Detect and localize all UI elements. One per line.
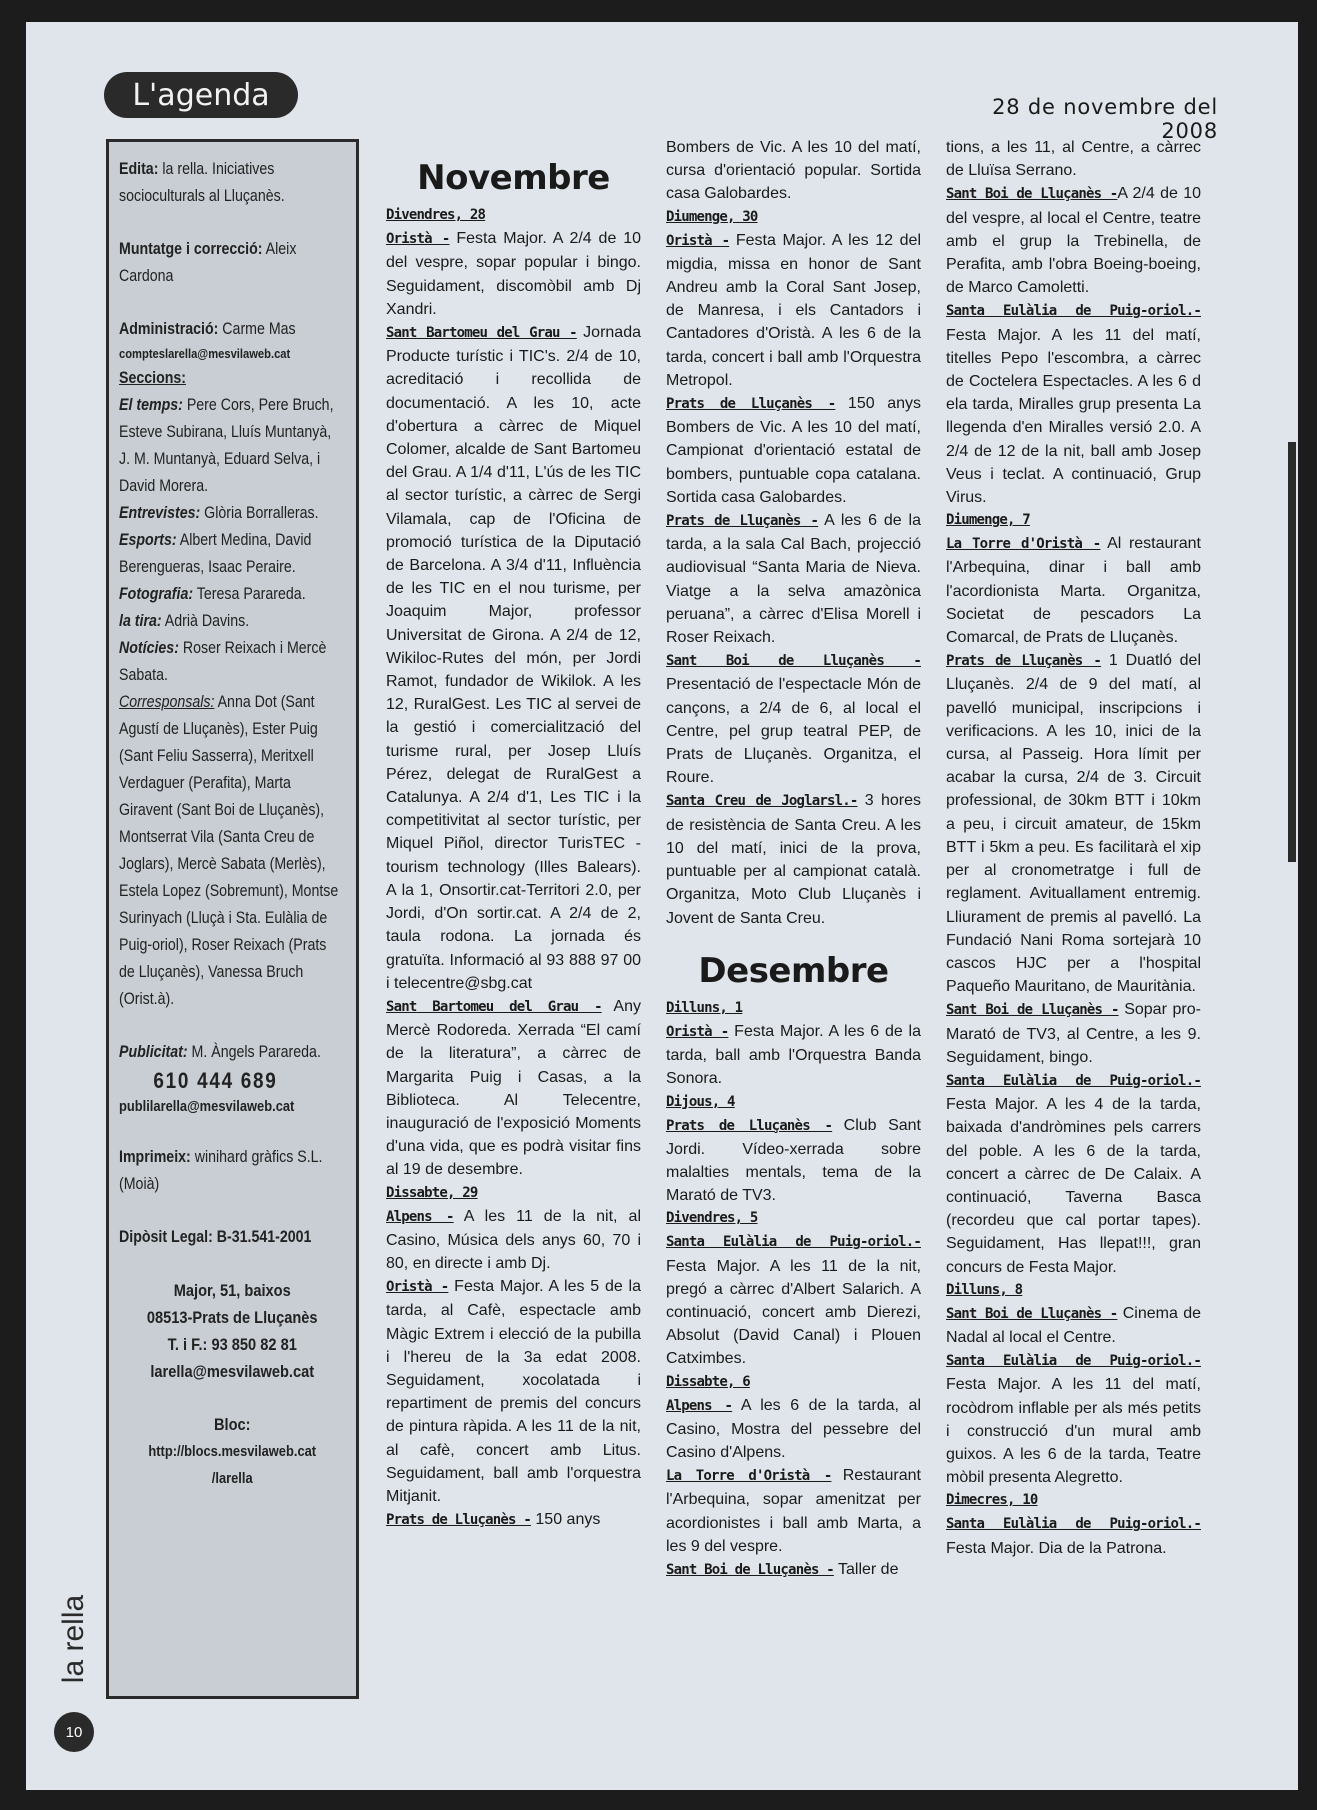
publicitat-phone: 610 444 689 [153,1068,278,1093]
event-entry: Alpens - A les 11 de la nit, al Casino, Música dels anys 60, 70 i 80, en directe i amb Dj. [386,1207,641,1272]
day-heading: Dijous, 4 [666,1093,735,1110]
credit-edita: Edita: la rella. Iniciatives socioculturals al Lluçanès. [119,160,285,205]
publicitat-email: publilarella@mesvilaweb.cat [119,1098,295,1115]
column-1 [386,137,641,1532]
event-entry: Sant Boi de Lluçanès - Presentació de l'espectacle Món de cançons, a 2/4 de 6, al local el Centre, pel grup teatral PEP, de Prats de Lluçanès. Organitza, el Roure. [666,653,921,787]
issue-date: 28 de novembre del 2008 [992,95,1218,143]
day-heading: Dissabte, 6 [666,1373,750,1390]
event-entry: Santa Eulàlia de Puig-oriol.- Festa Major. A les 11 de la nit, pregó a càrrec d'Albert Salarich. A continuació, concert amb Dierezi, Absolut (David Canal) i Plouen Catximbes. [666,1234,921,1368]
event-entry: Santa Eulàlia de Puig-oriol.- Festa Major. A les 11 del matí, titelles Pepo l'escombra, a càrrec de Coctelera Espectacles. A les 6 d ela tarda, Miralles grup presenta La llegenda d'en Miralles versió 2.0. A 2/4 de 12 de la nit, ball amb Josep Veus i teclat. A continuació, Grup Virus. [946,303,1201,507]
credit-tira: la tira: Adrià Davins. [119,612,250,630]
event-entry: Prats de Lluçanès - 150 anys Bombers de Vic. A les 10 del matí, Campionat d'orientació estatal de bombers, puntuable copa catalana. Sortida casa Galobardes. [666,395,921,506]
event-entry: Oristà - Festa Major. A les 5 de la tarda, al Cafè, espectacle amb Màgic Extrem i elecció de la pubilla i l'hereu de la 3a edat 2008. Seguidament, xocolatada i repartiment de premis del concurs de pintura ràpida. A les 11 de la nit, al cafè, concert amb Litus. Seguidament, ball amb l'orquestra Mitjanit. [386,1278,641,1505]
credit-temps: El temps: Pere Cors, Pere Bruch, Esteve Subirana, Lluís Muntanyà, J. M. Muntanyà, Eduard Selva, i David Morera. [119,396,334,495]
event-entry: Santa Eulàlia de Puig-oriol.- Festa Major. A les 4 de la tarda, baixada d'andròmines pels carrers del poble. A les 6 de la tarda, concert a càrrec de De Calaix. A continuació, Taverna Basca (recordeu que cal portar tapes). Seguidament, Has llepat!!!, gran concurs de Festa Major. [946,1072,1201,1276]
credit-fotografia: Fotografia: Teresa Parareda. [119,585,306,603]
event-entry: Prats de Lluçanès - 1 Duatló del Lluçanès. 2/4 de 9 del matí, al pavelló municipal, inscripcions i verificacions. A les 10, inici de la cursa, al Passeig. Hora límit per acabar la cursa, 2/4 de 3. Circuit professional, de 30km BTT i 10km a peu, i circuit amateur, de 15km BTT i 5km a peu. Es facilitarà el xip per al cronometratge i full de reglament. Avituallament entremig. Lliurament de premis al pavelló. La Fundació Nani Roma sortejarà 10 cascos HJC per a l'hospital Paqueño Mauritano, de Mauritània. [946,652,1201,996]
bloc-url: http://blocs.mesvilaweb.cat [148,1443,317,1460]
column-3 [946,136,1201,1560]
column-2 [666,136,921,1582]
event-entry: Santa Creu de Joglarsl.- 3 hores de resistència de Santa Creu. A les 10 del matí, inici de la prova, puntuable per al campionat català. Organitza, Moto Club Lluçanès i Jovent de Santa Creu. [666,792,921,927]
event-entry: Oristà - Festa Major. A les 6 de la tarda, ball amb l'Orquestra Banda Sonora. [666,1022,921,1088]
event-entry: Prats de Lluçanès - A les 6 de la tarda, a la sala Cal Bach, projecció audiovisual “Santa Maria de Nieva. Viatge a la selva amazònica peruana”, a càrrec d'Elisa Morell i Roser Reixach. [666,512,922,647]
month-heading: Desembre [698,950,889,991]
address-email: larella@mesvilaweb.cat [150,1362,315,1381]
section-tag: L'agenda [104,72,298,118]
binding-edge [1288,442,1296,862]
credit-publicitat: Publicitat: M. Àngels Parareda. [119,1043,321,1061]
bloc-url-path: /larella [211,1470,253,1487]
address-phone: T. i F.: 93 850 82 81 [167,1335,297,1354]
credit-admin: Administració: Carme Mas [119,320,296,338]
month-heading: Novembre [417,158,610,198]
page-number: 10 [54,1712,94,1752]
admin-email: compteslarella@mesvilaweb.cat [119,346,291,361]
event-entry: Prats de Lluçanès - 150 anys [386,1511,601,1529]
event-entry: Prats de Lluçanès - Club Sant Jordi. Vídeo-xerrada sobre malalties mentals, tema de la Marató de TV3. [666,1116,921,1205]
event-entry: tions, a les 11, al Centre, a càrrec de Lluïsa Serrano. [946,139,1201,180]
day-heading: Diumenge, 7 [946,512,1030,529]
event-entry: Oristà - Festa Major. A 2/4 de 10 del vespre, sopar popular i bingo. Seguidament, discomòbil amb Dj Xandri. [386,230,642,318]
credit-imprimeix: Imprimeix: winihard gràfics S.L. (Moià) [119,1148,323,1193]
credit-muntatge: Muntatge i correcció: Aleix Cardona [119,240,297,285]
event-entry: Santa Eulàlia de Puig-oriol.- Festa Major. Dia de la Patrona. [946,1516,1201,1557]
address-line: Major, 51, baixos [173,1281,291,1300]
address-line: 08513-Prats de Lluçanès [146,1308,318,1327]
event-entry: La Torre d'Oristà - Restaurant l'Arbequina, sopar amenitzat per acordionistes i ball amb Marta, a les 9 del vespre. [666,1467,921,1555]
day-heading: Dilluns, 8 [946,1281,1023,1298]
day-heading: Divendres, 5 [666,1210,758,1227]
event-entry: Sant Bartomeu del Grau - Any Mercè Rodoreda. Xerrada “El camí de la literatura”, a càrrec de Margarita Puig i Casas, a la Biblioteca. Al Telecentre, inauguració de l'exposició Moments d'una vida, que es podrà visitar fins al 19 de desembre. [386,997,641,1179]
event-entry: Bombers de Vic. A les 10 del matí, cursa d'orientació popular. Sortida casa Galobardes. [666,139,921,203]
event-entry: Sant Boi de Lluçanès - Sopar pro-Marató de TV3, al Centre, a les 9. Seguidament, bingo. [946,1001,1201,1066]
credit-entrevistes: Entrevistes: Glòria Borralleras. [119,504,319,522]
event-entry: Sant Boi de Lluçanès - Taller de [666,1560,899,1578]
event-entry: Alpens - A les 6 de la tarda, al Casino, Mostra del pessebre del Casino d'Alpens. [666,1396,921,1461]
seccions-heading: Seccions: [119,369,187,387]
credits-box [106,139,359,1699]
magazine-page [26,22,1298,1790]
day-heading: Diumenge, 30 [666,208,758,225]
credit-esports: Esports: Albert Medina, David Berengueras, Isaac Peraire. [119,531,312,576]
event-entry: Oristà - Festa Major. A les 12 del migdia, missa en honor de Sant Andreu amb la Coral Sant Josep, de Manresa, i els Cantadors i Cantadores d'Oristà. A les 6 de la tarda, concert i ball amb l'Orquestra Metropol. [666,231,921,389]
event-entry: Santa Eulàlia de Puig-oriol.- Festa Major. A les 11 del matí, rocòdrom inflable per als més petits i construcció d'un mural amb guixos. A les 6 de la tarda, Teatre mòbil presenta Alegretto. [946,1353,1201,1487]
credit-corresponsals: Corresponsals: Anna Dot (Sant Agustí de Lluçanès), Ester Puig (Sant Feliu Sasserra), Meritxell Verdaguer (Perafita), Marta Giravent (Sant Boi de Lluçanès), Montserrat Vila (Santa Creu de Joglars), Mercè Sabata (Merlès), Estela Lopez (Sobremunt), Montse Surinyach (Lluçà i Sta. Eulàlia de Puig-oriol), Roser Reixach (Prats de Lluçanès), Vanessa Bruch (Orist.à). [119,693,339,1008]
event-entry: Sant Boi de Lluçanès -A 2/4 de 10 del vespre, al local el Centre, teatre amb el grup la Trebinella, de Perafita, amb l'obra Boeing-boeing, de Marco Camoletti. [946,185,1201,297]
event-entry: Sant Bartomeu del Grau - Jornada Producte turístic i TIC's. 2/4 de 10, acreditació i recollida de documentació. A les 10, acte d'obertura a càrrec de Miquel Colomer, alcalde de Sant Bartomeu del Grau. A 1/4 d'11, L'ús de les TIC al sector turístic, a càrrec de Sergi Vilamala, cap de l'Oficina de promoció turística de la Diputació de Barcelona. A 3/4 d'11, Influència de les TIC en el nou turisme, per Joaquim Major, professor Universitat de Girona. A 2/4 de 12, Wikiloc-Rutes del món, per Jordi Ramot, fundador de Wikilok. A les 12, RuralGest. Les TIC al servei de la gestió i comercialització del turisme rural, per Josep Lluís Pérez, delegat de RuralGest a Catalunya. A 2/4 d'1, Les TIC i la competitivitat al sector turístic, per Miquel Piñol, director TurisTEC -tourism technology (Illes Balears). A la 1, Onsortir.cat-Territori 2.0, per Jordi, d'On sortir.cat. A 2/4 de 2, taula rodona. La jornada és gratuïta. Informació al 93 888 97 00 i telecentre@sbg.cat [386,324,642,992]
bloc-label: Bloc: [213,1415,251,1434]
day-heading: Dilluns, 1 [666,999,743,1016]
brand-vertical: la rella [57,1594,90,1684]
day-heading: Dimecres, 10 [946,1492,1038,1509]
day-heading: Divendres, 28 [386,207,486,224]
credit-diposit: Dipòsit Legal: B-31.541-2001 [119,1228,312,1246]
event-entry: La Torre d'Oristà - Al restaurant l'Arbequina, dinar i ball amb l'acordionista Marta. Organitza, Societat de pescadors La Comarcal, de Prats de Lluçanès. [946,535,1201,647]
credit-noticies: Notícies: Roser Reixach i Mercè Sabata. [119,639,327,684]
event-entry: Sant Boi de Lluçanès - Cinema de Nadal al local el Centre. [946,1304,1201,1346]
day-heading: Dissabte, 29 [386,1184,478,1201]
